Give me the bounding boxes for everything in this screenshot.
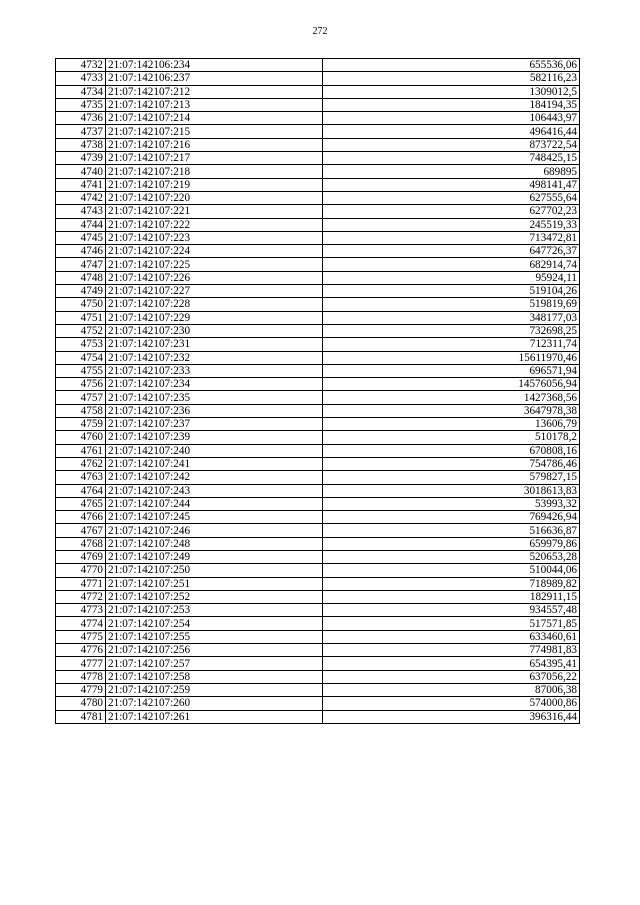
cadastral-number: 21:07:142107:259 (106, 683, 323, 696)
row-number: 4732 (56, 59, 106, 72)
cadastral-value: 633460,61 (323, 630, 580, 643)
table-row (56, 112, 580, 125)
cadastral-value: 516636,87 (323, 524, 580, 537)
cadastral-number: 21:07:142107:241 (106, 457, 323, 470)
table-row (56, 378, 580, 391)
cadastral-value: 627702,23 (323, 205, 580, 218)
table-row (56, 85, 580, 98)
row-number: 4744 (56, 218, 106, 231)
cadastral-value: 106443,97 (323, 112, 580, 125)
cadastral-value: 87006,38 (323, 683, 580, 696)
cadastral-value: 718989,82 (323, 577, 580, 590)
cadastral-value: 184194,35 (323, 98, 580, 111)
row-number: 4766 (56, 511, 106, 524)
cadastral-number: 21:07:142107:239 (106, 431, 323, 444)
row-number: 4779 (56, 683, 106, 696)
cadastral-number: 21:07:142107:249 (106, 550, 323, 563)
row-number: 4757 (56, 391, 106, 404)
row-number: 4736 (56, 112, 106, 125)
table-row (56, 511, 580, 524)
cadastral-number: 21:07:142107:234 (106, 378, 323, 391)
table-row (56, 431, 580, 444)
table-row (56, 484, 580, 497)
cadastral-value: 582116,23 (323, 72, 580, 85)
cadastral-value: 682914,74 (323, 258, 580, 271)
cadastral-number: 21:07:142107:252 (106, 590, 323, 603)
row-number: 4758 (56, 404, 106, 417)
cadastral-number: 21:07:142107:228 (106, 298, 323, 311)
row-number: 4746 (56, 245, 106, 258)
cadastral-number: 21:07:142107:246 (106, 524, 323, 537)
cadastral-number: 21:07:142107:223 (106, 231, 323, 244)
cadastral-value: 754786,46 (323, 457, 580, 470)
row-number: 4733 (56, 72, 106, 85)
cadastral-value: 182911,15 (323, 590, 580, 603)
row-number: 4735 (56, 98, 106, 111)
cadastral-number: 21:07:142107:230 (106, 324, 323, 337)
cadastral-number: 21:07:142107:255 (106, 630, 323, 643)
table-row (56, 138, 580, 151)
cadastral-value: 670808,16 (323, 444, 580, 457)
cadastral-value: 245519,33 (323, 218, 580, 231)
cadastral-number: 21:07:142107:243 (106, 484, 323, 497)
row-number: 4771 (56, 577, 106, 590)
cadastral-number: 21:07:142107:237 (106, 418, 323, 431)
cadastral-value: 348177,03 (323, 311, 580, 324)
cadastral-number: 21:07:142107:224 (106, 245, 323, 258)
row-number: 4780 (56, 697, 106, 710)
table-row (56, 537, 580, 550)
cadastral-number: 21:07:142107:216 (106, 138, 323, 151)
table-row (56, 165, 580, 178)
cadastral-number: 21:07:142107:261 (106, 710, 323, 723)
cadastral-value: 3018613,83 (323, 484, 580, 497)
table-row (56, 298, 580, 311)
cadastral-value: 1427368,56 (323, 391, 580, 404)
row-number: 4772 (56, 590, 106, 603)
row-number: 4745 (56, 231, 106, 244)
cadastral-value: 95924,11 (323, 271, 580, 284)
row-number: 4764 (56, 484, 106, 497)
table-row (56, 351, 580, 364)
row-number: 4739 (56, 152, 106, 165)
row-number: 4741 (56, 178, 106, 191)
cadastral-value: 396316,44 (323, 710, 580, 723)
cadastral-number: 21:07:142107:225 (106, 258, 323, 271)
row-number: 4734 (56, 85, 106, 98)
table-row (56, 564, 580, 577)
cadastral-value: 637056,22 (323, 670, 580, 683)
row-number: 4755 (56, 364, 106, 377)
cadastral-number: 21:07:142107:244 (106, 497, 323, 510)
table-row (56, 670, 580, 683)
table-row (56, 630, 580, 643)
cadastral-value: 14576056,94 (323, 378, 580, 391)
table-row (56, 271, 580, 284)
cadastral-value: 510178,2 (323, 431, 580, 444)
cadastral-value: 655536,06 (323, 59, 580, 72)
cadastral-value: 647726,37 (323, 245, 580, 258)
table-row (56, 152, 580, 165)
cadastral-value: 15611970,46 (323, 351, 580, 364)
table-row (56, 191, 580, 204)
cadastral-number: 21:07:142107:260 (106, 697, 323, 710)
row-number: 4748 (56, 271, 106, 284)
table-row (56, 404, 580, 417)
cadastral-value: 654395,41 (323, 657, 580, 670)
cadastral-number: 21:07:142107:215 (106, 125, 323, 138)
cadastral-value: 574000,86 (323, 697, 580, 710)
row-number: 4742 (56, 191, 106, 204)
cadastral-number: 21:07:142107:250 (106, 564, 323, 577)
cadastral-number: 21:07:142107:213 (106, 98, 323, 111)
row-number: 4759 (56, 418, 106, 431)
row-number: 4751 (56, 311, 106, 324)
cadastral-value: 627555,64 (323, 191, 580, 204)
cadastral-value: 579827,15 (323, 471, 580, 484)
table-row (56, 311, 580, 324)
cadastral-value: 13606,79 (323, 418, 580, 431)
cadastral-number: 21:07:142107:217 (106, 152, 323, 165)
table-row (56, 657, 580, 670)
cadastral-value: 3647978,38 (323, 404, 580, 417)
cadastral-number: 21:07:142107:220 (106, 191, 323, 204)
cadastral-number: 21:07:142107:214 (106, 112, 323, 125)
row-number: 4769 (56, 550, 106, 563)
cadastral-number: 21:07:142107:242 (106, 471, 323, 484)
cadastral-number: 21:07:142107:233 (106, 364, 323, 377)
row-number: 4753 (56, 338, 106, 351)
cadastral-value: 519819,69 (323, 298, 580, 311)
table-row (56, 245, 580, 258)
table-row (56, 324, 580, 337)
cadastral-number: 21:07:142107:229 (106, 311, 323, 324)
table-row (56, 218, 580, 231)
cadastral-number: 21:07:142107:212 (106, 85, 323, 98)
table-row (56, 577, 580, 590)
table-row (56, 497, 580, 510)
row-number: 4760 (56, 431, 106, 444)
cadastral-number: 21:07:142107:226 (106, 271, 323, 284)
cadastral-number: 21:07:142107:251 (106, 577, 323, 590)
cadastral-number: 21:07:142107:258 (106, 670, 323, 683)
cadastral-number: 21:07:142107:240 (106, 444, 323, 457)
cadastral-number: 21:07:142106:237 (106, 72, 323, 85)
table-row (56, 710, 580, 723)
table-row (56, 444, 580, 457)
table-row (56, 550, 580, 563)
row-number: 4762 (56, 457, 106, 470)
page-number: 272 (312, 26, 328, 37)
cadastral-number: 21:07:142107:248 (106, 537, 323, 550)
table-row (56, 59, 580, 72)
row-number: 4738 (56, 138, 106, 151)
table-row (56, 617, 580, 630)
cadastral-value: 519104,26 (323, 285, 580, 298)
cadastral-value: 769426,94 (323, 511, 580, 524)
cadastral-value: 1309012,5 (323, 85, 580, 98)
table-row (56, 524, 580, 537)
row-number: 4776 (56, 644, 106, 657)
cadastral-number: 21:07:142107:222 (106, 218, 323, 231)
cadastral-number: 21:07:142107:232 (106, 351, 323, 364)
cadastral-number: 21:07:142107:254 (106, 617, 323, 630)
cadastral-number: 21:07:142107:235 (106, 391, 323, 404)
table-row (56, 125, 580, 138)
table-row (56, 683, 580, 696)
row-number: 4743 (56, 205, 106, 218)
table-row (56, 644, 580, 657)
row-number: 4749 (56, 285, 106, 298)
table-row (56, 258, 580, 271)
cadastral-value: 873722,54 (323, 138, 580, 151)
row-number: 4750 (56, 298, 106, 311)
cadastral-number: 21:07:142107:218 (106, 165, 323, 178)
row-number: 4761 (56, 444, 106, 457)
row-number: 4763 (56, 471, 106, 484)
cadastral-number: 21:07:142107:253 (106, 604, 323, 617)
table-row (56, 72, 580, 85)
cadastral-number: 21:07:142107:219 (106, 178, 323, 191)
cadastral-value: 748425,15 (323, 152, 580, 165)
row-number: 4777 (56, 657, 106, 670)
table-row (56, 178, 580, 191)
table-row (56, 364, 580, 377)
cadastral-value: 732698,25 (323, 324, 580, 337)
cadastral-number: 21:07:142106:234 (106, 59, 323, 72)
table-row (56, 471, 580, 484)
row-number: 4773 (56, 604, 106, 617)
table-row (56, 285, 580, 298)
table-row (56, 604, 580, 617)
cadastral-number: 21:07:142107:256 (106, 644, 323, 657)
row-number: 4770 (56, 564, 106, 577)
table-row (56, 418, 580, 431)
table-row (56, 231, 580, 244)
cadastral-value: 496416,44 (323, 125, 580, 138)
table-row (56, 205, 580, 218)
cadastral-value: 659979,86 (323, 537, 580, 550)
row-number: 4765 (56, 497, 106, 510)
cadastral-value: 713472,81 (323, 231, 580, 244)
cadastral-number: 21:07:142107:231 (106, 338, 323, 351)
row-number: 4747 (56, 258, 106, 271)
table-row (56, 697, 580, 710)
table-row (56, 338, 580, 351)
table-row (56, 391, 580, 404)
cadastral-value: 696571,94 (323, 364, 580, 377)
table-row (56, 590, 580, 603)
row-number: 4781 (56, 710, 106, 723)
cadastral-number: 21:07:142107:221 (106, 205, 323, 218)
cadastral-value: 510044,06 (323, 564, 580, 577)
row-number: 4778 (56, 670, 106, 683)
row-number: 4737 (56, 125, 106, 138)
row-number: 4756 (56, 378, 106, 391)
row-number: 4774 (56, 617, 106, 630)
cadastral-value: 712311,74 (323, 338, 580, 351)
table-row (56, 98, 580, 111)
row-number: 4775 (56, 630, 106, 643)
cadastral-number: 21:07:142107:227 (106, 285, 323, 298)
cadastral-value: 498141,47 (323, 178, 580, 191)
row-number: 4752 (56, 324, 106, 337)
cadastral-value: 689895 (323, 165, 580, 178)
table-body (56, 59, 580, 724)
cadastral-number: 21:07:142107:257 (106, 657, 323, 670)
cadastral-number: 21:07:142107:236 (106, 404, 323, 417)
row-number: 4768 (56, 537, 106, 550)
cadastral-value: 934557,48 (323, 604, 580, 617)
row-number: 4767 (56, 524, 106, 537)
cadastral-value: 517571,85 (323, 617, 580, 630)
cadastral-number: 21:07:142107:245 (106, 511, 323, 524)
cadastral-value: 774981,83 (323, 644, 580, 657)
cadastral-value: 520653,28 (323, 550, 580, 563)
row-number: 4754 (56, 351, 106, 364)
table-row (56, 457, 580, 470)
cadastral-value: 53993,32 (323, 497, 580, 510)
cadastral-table (55, 58, 580, 724)
row-number: 4740 (56, 165, 106, 178)
